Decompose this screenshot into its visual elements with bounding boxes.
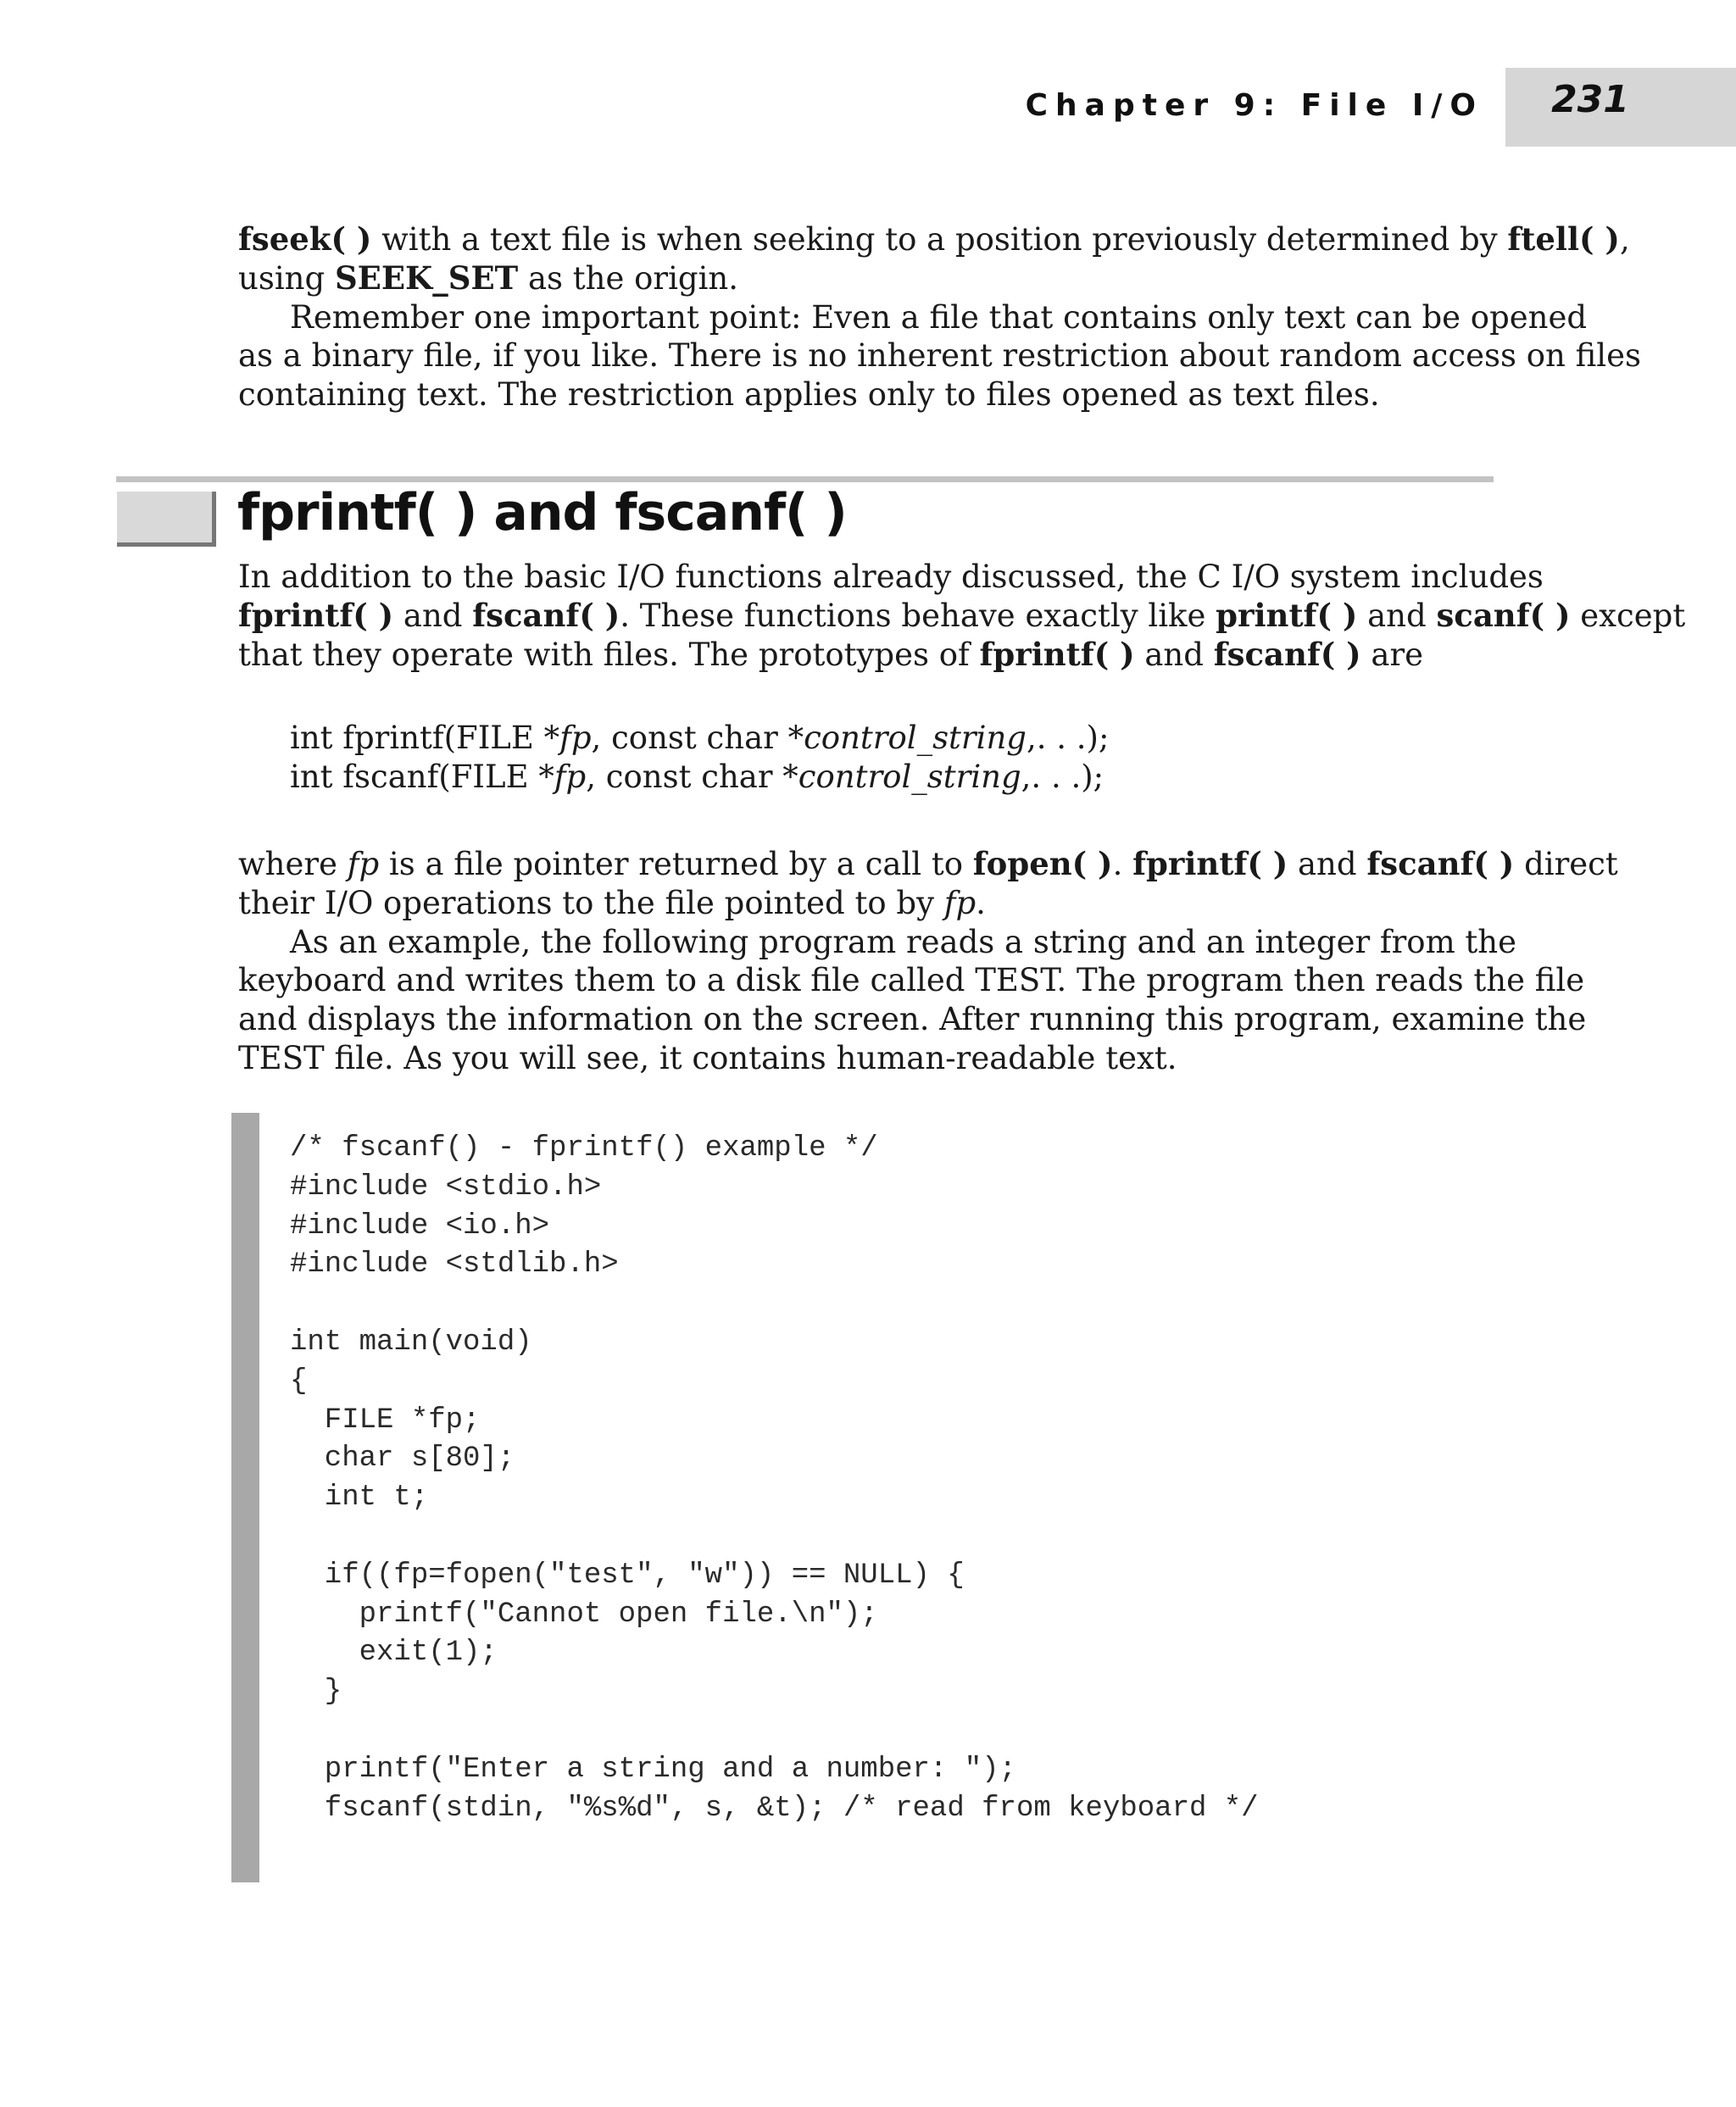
text-run: where xyxy=(238,846,348,882)
text-line xyxy=(290,719,1109,758)
text-line xyxy=(238,336,1642,375)
bold-term: fscanf( ) xyxy=(472,596,620,634)
text-run: keyboard and writes them to a disk file called TEST. The program then reads the file xyxy=(238,962,1585,999)
text-run: , xyxy=(1619,221,1630,258)
text-run: and xyxy=(1288,846,1367,882)
text-run: and displays the information on the screen. After running this program, examine the xyxy=(238,1001,1587,1038)
italic-term: fp xyxy=(347,846,380,882)
text-run: and xyxy=(1134,636,1214,673)
text-line xyxy=(238,1000,1587,1039)
italic-term: fp xyxy=(554,758,587,795)
text-run: . xyxy=(976,884,986,921)
code-line: int t; xyxy=(290,1482,429,1515)
bold-term: printf( ) xyxy=(1216,596,1358,634)
code-line: } xyxy=(290,1676,342,1709)
code-line: printf("Cannot open file.\n"); xyxy=(290,1598,878,1631)
italic-term: fp xyxy=(559,720,592,756)
text-line xyxy=(238,259,1501,298)
bold-term: fscanf( ) xyxy=(1366,845,1515,882)
text-run: and xyxy=(393,597,473,634)
bold-term: scanf( ) xyxy=(1436,596,1571,634)
text-run: int fprintf(FILE * xyxy=(290,720,560,756)
function-prototypes xyxy=(290,719,1109,796)
code-line: exit(1); xyxy=(290,1637,498,1670)
bold-term: fprintf( ) xyxy=(979,635,1135,673)
bold-term: fopen( ) xyxy=(972,845,1113,882)
text-line xyxy=(238,298,1588,337)
text-line xyxy=(238,596,1686,636)
italic-term: control_string xyxy=(798,758,1021,795)
text-run: using xyxy=(238,259,335,297)
text-run: TEST file. As you will see, it contains human-readable text. xyxy=(238,1039,1177,1076)
code-line: if((fp=fopen("test", "w")) == NULL) { xyxy=(290,1559,965,1592)
code-line: #include <io.h> xyxy=(290,1209,550,1243)
text-run: . xyxy=(1112,846,1133,882)
code-listing-bar xyxy=(231,1113,259,1882)
text-line xyxy=(238,884,1501,923)
text-run: is a file pointer returned by a call to xyxy=(379,846,973,882)
bold-term: fprintf( ) xyxy=(238,596,394,634)
text-line xyxy=(238,220,1630,259)
running-head: Chapter 9: File I/O xyxy=(1025,88,1483,123)
code-line: int main(void) xyxy=(290,1326,532,1359)
text-run: except xyxy=(1570,597,1686,634)
text-run: are xyxy=(1360,636,1424,673)
text-line xyxy=(238,1039,1501,1078)
bold-term: fscanf( ) xyxy=(1213,635,1361,673)
code-line: #include <stdio.h> xyxy=(290,1170,602,1204)
text-run: Remember one important point: Even a file that contains only text can be opened xyxy=(290,298,1588,336)
section-heading: fprintf( ) and fscanf( ) xyxy=(237,483,847,542)
code-listing xyxy=(290,1130,1259,1828)
code-line: #include <stdlib.h> xyxy=(290,1248,619,1281)
bold-term: fprintf( ) xyxy=(1132,845,1288,882)
italic-term: control_string xyxy=(804,720,1027,756)
code-line: char s[80]; xyxy=(290,1443,515,1476)
example-description-paragraph xyxy=(238,845,1618,1078)
code-line xyxy=(290,1285,1259,1324)
text-line xyxy=(238,845,1618,884)
code-line: { xyxy=(290,1365,308,1398)
text-run: , const char * xyxy=(591,720,804,756)
code-line: printf("Enter a string and a number: "); xyxy=(290,1753,1016,1786)
code-line: fscanf(stdin, "%s%d", s, &t); /* read from keyboard */ xyxy=(290,1792,1259,1825)
code-line: /* fscanf() - fprintf() example */ xyxy=(290,1132,878,1165)
text-run: , const char * xyxy=(586,758,798,795)
text-run: as the origin. xyxy=(518,259,739,297)
code-line: FILE *fp; xyxy=(290,1404,481,1437)
section-marker xyxy=(117,492,216,547)
text-run: containing text. The restriction applies only to files opened as text files. xyxy=(238,376,1380,414)
text-line xyxy=(238,375,1501,414)
bold-term: fseek( ) xyxy=(238,220,372,258)
text-run: that they operate with files. The prototypes of xyxy=(238,636,980,673)
text-line xyxy=(238,961,1585,1000)
text-run: as a binary file, if you like. There is no inherent restriction about random access on files xyxy=(238,337,1642,375)
text-run: . These functions behave exactly like xyxy=(620,597,1216,634)
text-run: ,. . .); xyxy=(1026,720,1110,756)
intro-paragraphs xyxy=(238,220,1642,414)
text-run: with a text file is when seeking to a position previously determined by xyxy=(371,221,1508,258)
text-run: their I/O operations to the file pointed to by xyxy=(238,884,944,921)
text-run: direct xyxy=(1514,846,1618,882)
code-line xyxy=(290,1518,1259,1557)
text-line xyxy=(238,923,1517,962)
italic-term: fp xyxy=(943,884,976,921)
text-run: int fscanf(FILE * xyxy=(290,758,554,795)
bold-term: ftell( ) xyxy=(1507,220,1620,258)
bold-term: SEEK_SET xyxy=(334,259,519,297)
code-line xyxy=(290,1712,1259,1751)
text-run: In addition to the basic I/O functions already discussed, the C I/O system includes xyxy=(238,559,1544,595)
text-run: As an example, the following program reads a string and an integer from the xyxy=(290,923,1517,960)
section-rule xyxy=(116,476,1494,482)
text-line xyxy=(238,636,1501,675)
page-number: 231 xyxy=(1551,78,1629,121)
text-line xyxy=(290,758,1109,797)
text-run: ,. . .); xyxy=(1021,758,1104,795)
section-intro-paragraph xyxy=(238,558,1686,674)
text-line xyxy=(238,558,1544,597)
text-run: and xyxy=(1357,597,1437,634)
